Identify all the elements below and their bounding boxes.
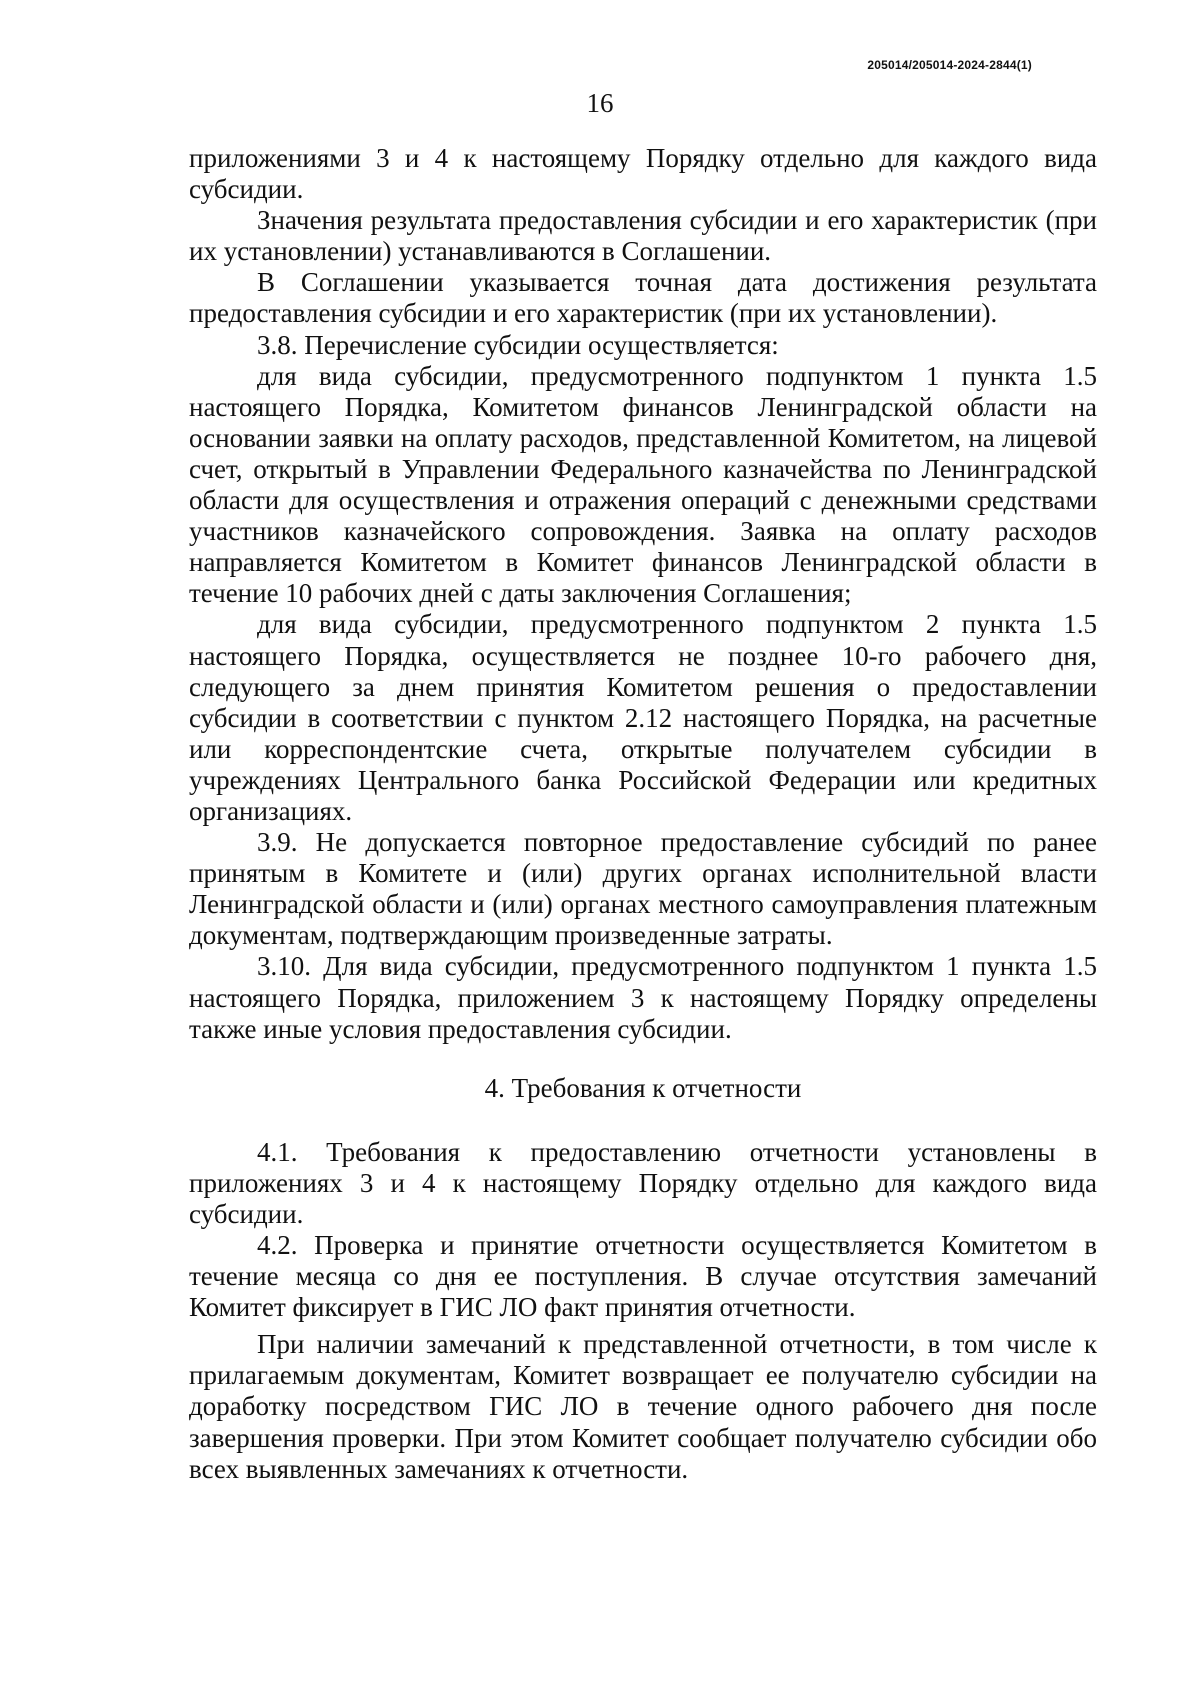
section-heading: 4. Требования к отчетности [484, 1072, 802, 1103]
paragraph-continuation: приложениями 3 и 4 к настоящему Порядку отдельно для каждого вида субсидии. [189, 143, 1097, 205]
document-id: 205014/205014-2024-2844(1) [867, 58, 1032, 72]
paragraph-result-values: Значения результата предоставления субсидии и его характеристик (при их установлении) устанавливаются в Соглашении. [189, 205, 1097, 267]
paragraph-result-date: В Соглашении указывается точная дата достижения результата предоставления субсидии и его характеристик (при их установлении). [189, 267, 1097, 329]
paragraph-3-8: 3.8. Перечисление субсидии осуществляется: [257, 329, 779, 360]
paragraph-3-9: 3.9. Не допускается повторное предоставление субсидий по ранее принятым в Комитете и (или) других органах исполнительной власти Ленинградской области и (или) органах местного самоуправления платежным документам, подтверждающим произведенные затраты. [189, 827, 1097, 951]
paragraph-subsidy-type-2: для вида субсидии, предусмотренного подпунктом 2 пункта 1.5 настоящего Порядка, осуществляется не позднее 10-го рабочего дня, следующего за днем принятия Комитетом решения о предоставлении субсидии в соответствии с пунктом 2.12 настоящего Порядка, на расчетные или корреспондентские счета, открытые получателем субсидии в учреждениях Центрального банка Российской Федерации или кредитных организациях. [189, 609, 1097, 826]
document-body [189, 143, 1097, 1485]
paragraph-remarks: При наличии замечаний к представленной отчетности, в том числе к прилагаемым документам, Комитет возвращает ее получателю субсидии на доработку посредством ГИС ЛО в течение одного рабочего дня после завершения проверки. При этом Комитет сообщает получателю субсидии обо всех выявленных замечаниях к отчетности. [189, 1329, 1097, 1484]
paragraph-3-10: 3.10. Для вида субсидии, предусмотренного подпунктом 1 пункта 1.5 настоящего Порядка, приложением 3 к настоящему Порядку определены также иные условия предоставления субсидии. [189, 951, 1097, 1044]
paragraph-4-2: 4.2. Проверка и принятие отчетности осуществляется Комитетом в течение месяца со дня ее поступления. В случае отсутствия замечаний Комитет фиксирует в ГИС ЛО факт принятия отчетности. [189, 1230, 1097, 1323]
paragraph-4-1: 4.1. Требования к предоставлению отчетности установлены в приложениях 3 и 4 к настоящему Порядку отдельно для каждого вида субсидии. [189, 1136, 1097, 1229]
page-number: 16 [586, 88, 614, 118]
paragraph-subsidy-type-1: для вида субсидии, предусмотренного подпунктом 1 пункта 1.5 настоящего Порядка, Комитетом финансов Ленинградской области на основании заявки на оплату расходов, представленной Комитетом, на лицевой счет, открытый в Управлении Федерального казначейства по Ленинградской области для осуществления и отражения операций с денежными средствами участников казначейского сопровождения. Заявка на оплату расходов направляется Комитетом в Комитет финансов Ленинградской области в течение 10 рабочих дней с даты заключения Соглашения; [189, 360, 1097, 609]
